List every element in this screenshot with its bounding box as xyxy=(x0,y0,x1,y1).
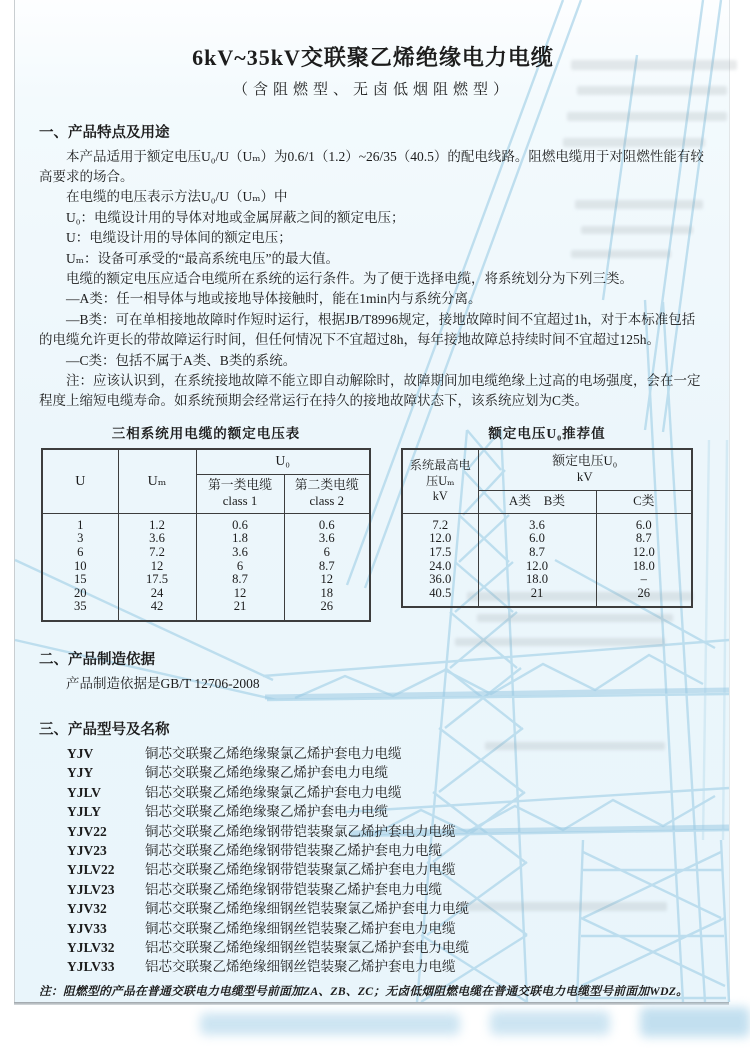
section-manufacture xyxy=(39,648,707,694)
col-header-system-max-voltage xyxy=(402,449,478,514)
table-cell: 1.8 xyxy=(196,532,284,546)
table-cell: 12.0 xyxy=(478,560,596,574)
model-code: YJV32 xyxy=(67,901,107,917)
system-max-voltage-unit: kV xyxy=(432,488,448,503)
paragraph: 在电缆的电压表示方法U₀/U（Uₘ）中 xyxy=(66,189,288,205)
table-row xyxy=(42,560,370,574)
table-row xyxy=(402,560,692,574)
recommended-table xyxy=(401,448,693,609)
voltage-table-block xyxy=(41,422,371,622)
table-row xyxy=(42,546,370,560)
col-header-class2 xyxy=(284,474,370,513)
model-row xyxy=(39,783,707,802)
tables-row xyxy=(41,422,707,622)
table-row xyxy=(42,587,370,601)
model-code: YJLV23 xyxy=(67,881,115,897)
table-cell: 8.7 xyxy=(596,532,692,546)
col-header-class1 xyxy=(196,474,284,513)
table-cell: 12.0 xyxy=(596,546,692,560)
paragraph: 电缆的额定电压应适合电缆所在系统的运行条件。为了便于选择电缆，将系统划分为下列三类。 xyxy=(66,270,633,286)
table-cell: 3.6 xyxy=(118,532,196,546)
section-heading-manufacture: 二、产品制造依据 xyxy=(39,651,155,668)
table-cell: 42 xyxy=(118,600,196,621)
table-cell: 0.6 xyxy=(284,513,370,532)
table-cell: 18 xyxy=(284,587,370,601)
rated-u0-label: 额定电压U₀ xyxy=(552,453,618,468)
recommended-table-block xyxy=(401,422,693,609)
page-title: 6kV~35kV交联聚乙烯绝缘电力电缆 xyxy=(192,45,554,70)
table-cell: 6.0 xyxy=(596,513,692,532)
model-name: 铝芯交联聚乙烯绝缘钢带铠装聚氯乙烯护套电力电缆 xyxy=(145,862,456,878)
recommended-table-caption: 额定电压U₀推荐值 xyxy=(488,425,606,441)
model-name: 铝芯交联聚乙烯绝缘钢带铠装聚乙烯护套电力电缆 xyxy=(145,881,442,897)
table-cell: 6.0 xyxy=(478,532,596,546)
model-name: 铝芯交联聚乙烯绝缘聚乙烯护套电力电缆 xyxy=(145,804,388,820)
page-content xyxy=(15,0,729,1031)
model-code: YJV xyxy=(67,745,94,761)
footnote: 注：阻燃型的产品在普通交联电力电缆型号前面加ZA、ZB、ZC；无卤低烟阻燃电缆在普通交联电力电缆型号前面加WDZ。 xyxy=(39,983,689,998)
table-row xyxy=(42,573,370,587)
table-cell: 18.0 xyxy=(478,573,596,587)
section-models xyxy=(39,718,707,977)
table-cell: 21 xyxy=(478,587,596,608)
model-code: YJV23 xyxy=(67,842,107,858)
table-cell: 3.6 xyxy=(284,532,370,546)
model-name: 铜芯交联聚乙烯绝缘钢带铠装聚乙烯护套电力电缆 xyxy=(145,842,442,858)
model-name: 铜芯交联聚乙烯绝缘细钢丝铠装聚乙烯护套电力电缆 xyxy=(145,920,456,936)
model-code: YJLV33 xyxy=(67,959,115,975)
paragraph: 本产品适用于额定电压U₀/U（Uₘ）为0.6/1（1.2）~26/35（40.5）的配电线路。阻燃电缆用于对阻燃性能有较高要求的场合。 xyxy=(39,148,704,184)
paragraph: U₀：电缆设计用的导体对地或金属屏蔽之间的额定电压； xyxy=(66,209,405,225)
table-cell: 18.0 xyxy=(596,560,692,574)
table-cell: 26 xyxy=(596,587,692,608)
table-cell: 36.0 xyxy=(402,573,478,587)
model-row xyxy=(39,802,707,821)
model-code: YJLY xyxy=(67,804,102,820)
class2-en: class 2 xyxy=(309,493,344,508)
next-page-smudge xyxy=(640,1007,750,1037)
table-cell: 8.7 xyxy=(196,573,284,587)
col-header-class-c: C类 xyxy=(596,490,692,513)
model-row xyxy=(39,860,707,879)
table-cell: 3 xyxy=(42,532,118,546)
model-row xyxy=(39,899,707,918)
table-row xyxy=(402,513,692,532)
next-page-smudge xyxy=(490,1011,610,1035)
manufacture-standard-text: 产品制造依据是GB/T 12706-2008 xyxy=(66,675,260,691)
col-header-u: U xyxy=(42,449,118,514)
table-cell: – xyxy=(596,573,692,587)
col-header-um: Uₘ xyxy=(118,449,196,514)
paragraph: —C类：包括不属于A类、B类的系统。 xyxy=(66,352,297,368)
table-row xyxy=(402,573,692,587)
table-cell: 40.5 xyxy=(402,587,478,608)
section-heading-features: 一、产品特点及用途 xyxy=(39,124,170,141)
table-cell: 12.0 xyxy=(402,532,478,546)
table-cell: 8.7 xyxy=(478,546,596,560)
model-row xyxy=(39,938,707,957)
model-row xyxy=(39,822,707,841)
model-code: YJV33 xyxy=(67,920,107,936)
model-code: YJLV xyxy=(67,784,102,800)
model-code: YJY xyxy=(67,765,94,781)
table-cell: 1 xyxy=(42,513,118,532)
model-name: 铜芯交联聚乙烯绝缘聚乙烯护套电力电缆 xyxy=(145,765,388,781)
section-heading-models: 三、产品型号及名称 xyxy=(39,721,170,738)
voltage-table-caption: 三相系统用电缆的额定电压表 xyxy=(111,425,301,441)
table-row xyxy=(402,532,692,546)
col-header-u0: U₀ xyxy=(196,449,370,475)
paragraph: —A类：任一相导体与地或接地导体接触时，能在1min内与系统分离。 xyxy=(66,291,482,307)
table-cell: 7.2 xyxy=(118,546,196,560)
model-row xyxy=(39,919,707,938)
table-cell: 21 xyxy=(196,600,284,621)
table-row xyxy=(42,532,370,546)
model-name: 铜芯交联聚乙烯绝缘细钢丝铠装聚氯乙烯护套电力电缆 xyxy=(145,901,469,917)
model-row xyxy=(39,880,707,899)
table-cell: 1.2 xyxy=(118,513,196,532)
paragraph: U：电缆设计用的导体间的额定电压； xyxy=(66,230,292,246)
table-cell: 6 xyxy=(42,546,118,560)
paragraph: —B类：可在单相接地故障时作短时运行，根据JB/T8996规定，接地故障时间不宜超过1h，对于本标准包括的电缆允许更长的带故障运行时间，但任何情况下不宜超过8h，每年接地故障总持续时间不宜超过125h。 xyxy=(39,311,696,348)
table-cell: 15 xyxy=(42,573,118,587)
class1-en: class 1 xyxy=(222,493,258,508)
model-name: 铜芯交联聚乙烯绝缘聚氯乙烯护套电力电缆 xyxy=(145,745,402,761)
table-row xyxy=(402,587,692,608)
table-cell: 17.5 xyxy=(402,546,478,560)
col-header-rated-u0 xyxy=(478,449,692,491)
model-name: 铜芯交联聚乙烯绝缘钢带铠装聚氯乙烯护套电力电缆 xyxy=(145,823,456,839)
paragraph: Uₘ：设备可承受的“最高系统电压”的最大值。 xyxy=(66,250,340,266)
next-page-band xyxy=(0,1005,750,1057)
model-list xyxy=(39,744,707,977)
table-cell: 12 xyxy=(196,587,284,601)
paragraph: 注：应该认识到，在系统接地故障不能立即自动解除时，故障期间加电缆绝缘上过高的电场强度，会在一定程度上缩短电缆寿命。如系统预期会经常运行在持久的接地故障状态下，该系统应划为C类。 xyxy=(39,372,701,409)
model-row xyxy=(39,841,707,860)
col-header-class-ab: A类 B类 xyxy=(478,490,596,513)
table-cell: 3.6 xyxy=(478,513,596,532)
model-row xyxy=(39,744,707,763)
table-cell: 12 xyxy=(118,560,196,574)
class1-cn: 第一类电缆 xyxy=(208,477,272,492)
table-cell: 8.7 xyxy=(284,560,370,574)
table-cell: 0.6 xyxy=(196,513,284,532)
model-name: 铝芯交联聚乙烯绝缘细钢丝铠装聚乙烯护套电力电缆 xyxy=(145,959,456,975)
table-row xyxy=(42,513,370,532)
table-cell: 24.0 xyxy=(402,560,478,574)
model-row xyxy=(39,957,707,976)
class2-cn: 第二类电缆 xyxy=(294,477,359,492)
features-paragraphs xyxy=(39,147,707,412)
next-page-smudge xyxy=(200,1013,460,1035)
table-row xyxy=(42,600,370,621)
voltage-table xyxy=(41,448,371,622)
table-cell: 6 xyxy=(196,560,284,574)
model-name: 铝芯交联聚乙烯绝缘聚氯乙烯护套电力电缆 xyxy=(145,784,402,800)
model-row xyxy=(39,763,707,782)
table-cell: 35 xyxy=(42,600,118,621)
table-cell: 12 xyxy=(284,573,370,587)
document-page xyxy=(14,0,730,1002)
table-cell: 26 xyxy=(284,600,370,621)
model-name: 铝芯交联聚乙烯绝缘细钢丝铠装聚氯乙烯护套电力电缆 xyxy=(145,940,469,955)
page-subtitle: （含阻燃型、无卤低烟阻燃型） xyxy=(232,81,513,98)
table-cell: 24 xyxy=(118,587,196,601)
model-code: YJLV32 xyxy=(67,940,115,955)
table-cell: 7.2 xyxy=(402,513,478,532)
table-cell: 20 xyxy=(42,587,118,601)
table-row xyxy=(402,546,692,560)
model-code: YJLV22 xyxy=(67,862,115,878)
table-cell: 17.5 xyxy=(118,573,196,587)
rated-u0-unit: kV xyxy=(576,469,593,484)
table-cell: 6 xyxy=(284,546,370,560)
system-max-voltage-label: 系统最高电压Uₘ xyxy=(409,458,471,488)
table-cell: 10 xyxy=(42,560,118,574)
table-cell: 3.6 xyxy=(196,546,284,560)
model-code: YJV22 xyxy=(67,823,107,839)
